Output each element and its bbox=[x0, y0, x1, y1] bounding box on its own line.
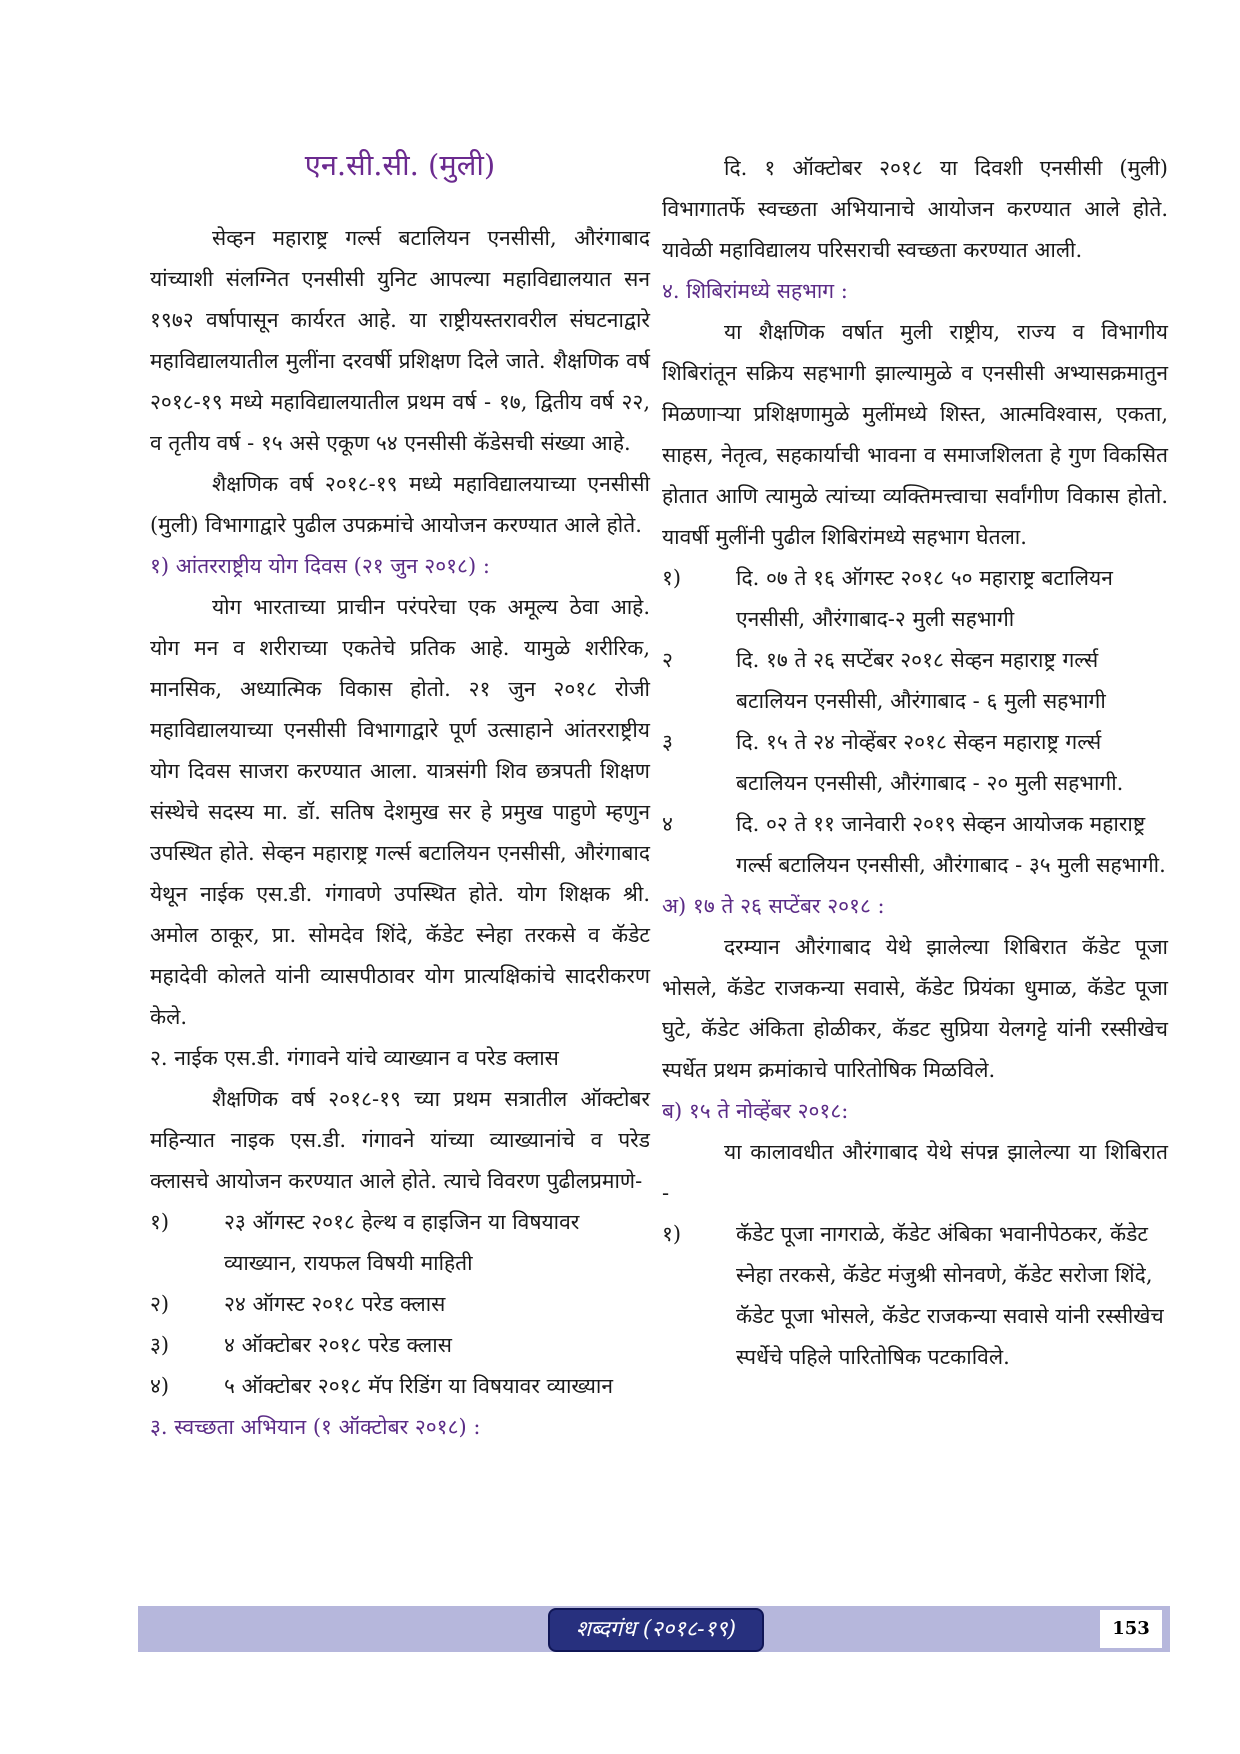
footer-magazine-title: शब्दगंध (२०१८-१९) bbox=[548, 1608, 764, 1652]
list-text: ५ ऑक्टोबर २०१८ मॅप रिडिंग या विषयावर व्याख्यान bbox=[224, 1374, 613, 1398]
list-item bbox=[150, 1325, 650, 1366]
list-number: ३ bbox=[662, 730, 673, 754]
list-number: १) bbox=[662, 1222, 682, 1246]
yoga-paragraph: योग भारताच्या प्राचीन परंपरेचा एक अमूल्य ठेवा आहे. योग मन व शरीराच्या एकतेचे प्रतिक आहे. यामुळे शरीरिक, मानसिक, अध्यात्मिक विकास होतो. २१ जुन २०१८ रोजी महाविद्यालयाच्या एनसीसी विभागाद्वारे पूर्ण उत्साहाने आंतरराष्ट्रीय योग दिवस साजरा करण्यात आला. यात्रसंगी शिव छत्रपती शिक्षण संस्थेचे सदस्य मा. डॉ. सतिष देशमुख सर हे प्रमुख पाहुणे म्हणुन उपस्थित होते. सेव्हन महाराष्ट्र गर्ल्स बटालियन एनसीसी, औरंगाबाद येथून नाईक एस.डी. गंगावणे उपस्थित होते. योग शिक्षक श्री. अमोल ठाकूर, प्रा. सोमदेव शिंदे, कॅडेट स्नेहा तरकसे व कॅडेट महादेवी कोलते यांनी व्यासपीठावर योग प्रात्यक्षिकांचे सादरीकरण केले. bbox=[150, 595, 650, 1029]
list-item bbox=[662, 640, 1168, 722]
list-text: दि. ०२ ते ११ जानेवारी २०१९ सेव्हन आयोजक महाराष्ट्र गर्ल्स बटालियन एनसीसी, औरंगाबाद - ३५ मुली सहभागी. bbox=[736, 812, 1166, 877]
list-item bbox=[150, 1366, 650, 1407]
activities-paragraph: शैक्षणिक वर्ष २०१८-१९ मध्ये महाविद्यालयाच्या एनसीसी (मुली) विभागाद्वारे पुढील उपक्रमांचे आयोजन करण्यात आले होते. bbox=[150, 472, 650, 537]
list-item bbox=[662, 804, 1168, 886]
november-camp-paragraph: या कालावधीत औरंगाबाद येथे संपन्न झालेल्या या शिबिरात - bbox=[662, 1140, 1168, 1205]
list-number: १) bbox=[150, 1210, 170, 1234]
section-heading-november-camp: ब) १५ ते नोव्हेंबर २०१८: bbox=[662, 1099, 849, 1123]
section-heading-september-camp: अ) १७ ते २६ सप्टेंबर २०१८ : bbox=[662, 894, 885, 918]
intro-paragraph: सेव्हन महाराष्ट्र गर्ल्स बटालियन एनसीसी, औरंगाबाद यांच्याशी संलग्नित एनसीसी युनिट आपल्या महाविद्यालयात सन १९७२ वर्षापासून कार्यरत आहे. या राष्ट्रीयस्तरावरील संघटनाद्वारे महाविद्यालयातील मुलींना दरवर्षी प्रशिक्षण दिले जाते. शैक्षणिक वर्ष २०१८-१९ मध्ये महाविद्यालयातील प्रथम वर्ष - १७, द्वितीय वर्ष २२, व तृतीय वर्ष - १५ असे एकूण ५४ एनसीसी कॅडेसची संख्या आहे. bbox=[150, 226, 650, 455]
list-number: ४ bbox=[662, 812, 673, 836]
september-camp-paragraph: दरम्यान औरंगाबाद येथे झालेल्या शिबिरात कॅडेट पूजा भोसले, कॅडेट राजकन्या सवासे, कॅडेट प्रियंका धुमाळ, कॅडेट पूजा घुटे, कॅडेट अंकिता होळीकर, कॅडट सुप्रिया येलगट्टे यांनी रस्सीखेच स्पर्धेत प्रथम क्रमांकाचे पारितोषिक मिळविले. bbox=[662, 935, 1168, 1082]
list-number: २) bbox=[150, 1292, 170, 1316]
page-title: एन.सी.सी. (मुली) bbox=[304, 148, 496, 182]
right-column bbox=[662, 148, 1168, 1378]
list-number: ४) bbox=[150, 1374, 170, 1398]
cleanliness-paragraph: दि. १ ऑक्टोबर २०१८ या दिवशी एनसीसी (मुली) विभागातर्फे स्वच्छता अभियानाचे आयोजन करण्यात आले होते. यावेळी महाविद्यालय परिसराची स्वच्छता करण्यात आली. bbox=[662, 156, 1168, 262]
section-heading-cleanliness: ३. स्वच्छता अभियान (१ ऑक्टोबर २०१८) : bbox=[150, 1415, 481, 1439]
list-text: कॅडेट पूजा नागराळे, कॅडेट अंबिका भवानीपेठकर, कॅडेट स्नेहा तरकसे, कॅडेट मंजुश्री सोनवणे, कॅडेट सरोजा शिंदे, कॅडेट पूजा भोसले, कॅडेट राजकन्या सवासे यांनी रस्सीखेच स्पर्धेचे पहिले पारितोषिक पटकाविले. bbox=[736, 1222, 1164, 1369]
list-text: दि. १५ ते २४ नोव्हेंबर २०१८ सेव्हन महाराष्ट्र गर्ल्स बटालियन एनसीसी, औरंगाबाद - २० मुली सहभागी. bbox=[736, 730, 1124, 795]
list-text: दि. १७ ते २६ सप्टेंबर २०१८ सेव्हन महाराष्ट्र गर्ल्स बटालियन एनसीसी, औरंगाबाद - ६ मुली सहभागी bbox=[736, 648, 1106, 713]
list-number: २ bbox=[662, 648, 673, 672]
left-column bbox=[150, 148, 650, 1448]
list-item bbox=[150, 1284, 650, 1325]
list-item bbox=[150, 1202, 650, 1284]
section-heading-lecture: २. नाईक एस.डी. गंगावने यांचे व्याख्यान व परेड क्लास bbox=[150, 1046, 559, 1070]
list-text: २४ ऑगस्ट २०१८ परेड क्लास bbox=[224, 1292, 446, 1316]
page-number: 153 bbox=[1100, 1610, 1162, 1648]
list-item bbox=[662, 558, 1168, 640]
list-item bbox=[662, 722, 1168, 804]
list-number: ३) bbox=[150, 1333, 170, 1357]
list-text: दि. ०७ ते १६ ऑगस्ट २०१८ ५० महाराष्ट्र बटालियन एनसीसी, औरंगाबाद-२ मुली सहभागी bbox=[736, 566, 1113, 631]
list-item bbox=[662, 1214, 1168, 1378]
footer-bar bbox=[138, 1606, 1170, 1652]
list-text: २३ ऑगस्ट २०१८ हेल्थ व हाइजिन या विषयावर व्याख्यान, रायफल विषयी माहिती bbox=[224, 1210, 580, 1275]
lecture-paragraph: शैक्षणिक वर्ष २०१८-१९ च्या प्रथम सत्रातील ऑक्टोबर महिन्यात नाइक एस.डी. गंगावने यांच्या व्याख्यानांचे व परेड क्लासचे आयोजन करण्यात आले होते. त्याचे विवरण पुढीलप्रमाणे- bbox=[150, 1087, 650, 1193]
section-heading-yoga: १) आंतरराष्ट्रीय योग दिवस (२१ जुन २०१८) : bbox=[150, 554, 490, 578]
section-heading-camps: ४. शिबिरांमध्ये सहभाग : bbox=[662, 279, 848, 303]
list-text: ४ ऑक्टोबर २०१८ परेड क्लास bbox=[224, 1333, 452, 1357]
camps-paragraph: या शैक्षणिक वर्षात मुली राष्ट्रीय, राज्य व विभागीय शिबिरांतून सक्रिय सहभागी झाल्यामुळे व एनसीसी अभ्यासक्रमातुन मिळणाऱ्या प्रशिक्षणामुळे मुलींमध्ये शिस्त, आत्मविश्वास, एकता, साहस, नेतृत्व, सहकार्याची भावना व समाजशिलता हे गुण विकसित होतात आणि त्यामुळे त्यांच्या व्यक्तिमत्त्वाचा सर्वांगीण विकास होतो. यावर्षी मुलींनी पुढील शिबिरांमध्ये सहभाग घेतला. bbox=[662, 320, 1168, 549]
list-number: १) bbox=[662, 566, 682, 590]
